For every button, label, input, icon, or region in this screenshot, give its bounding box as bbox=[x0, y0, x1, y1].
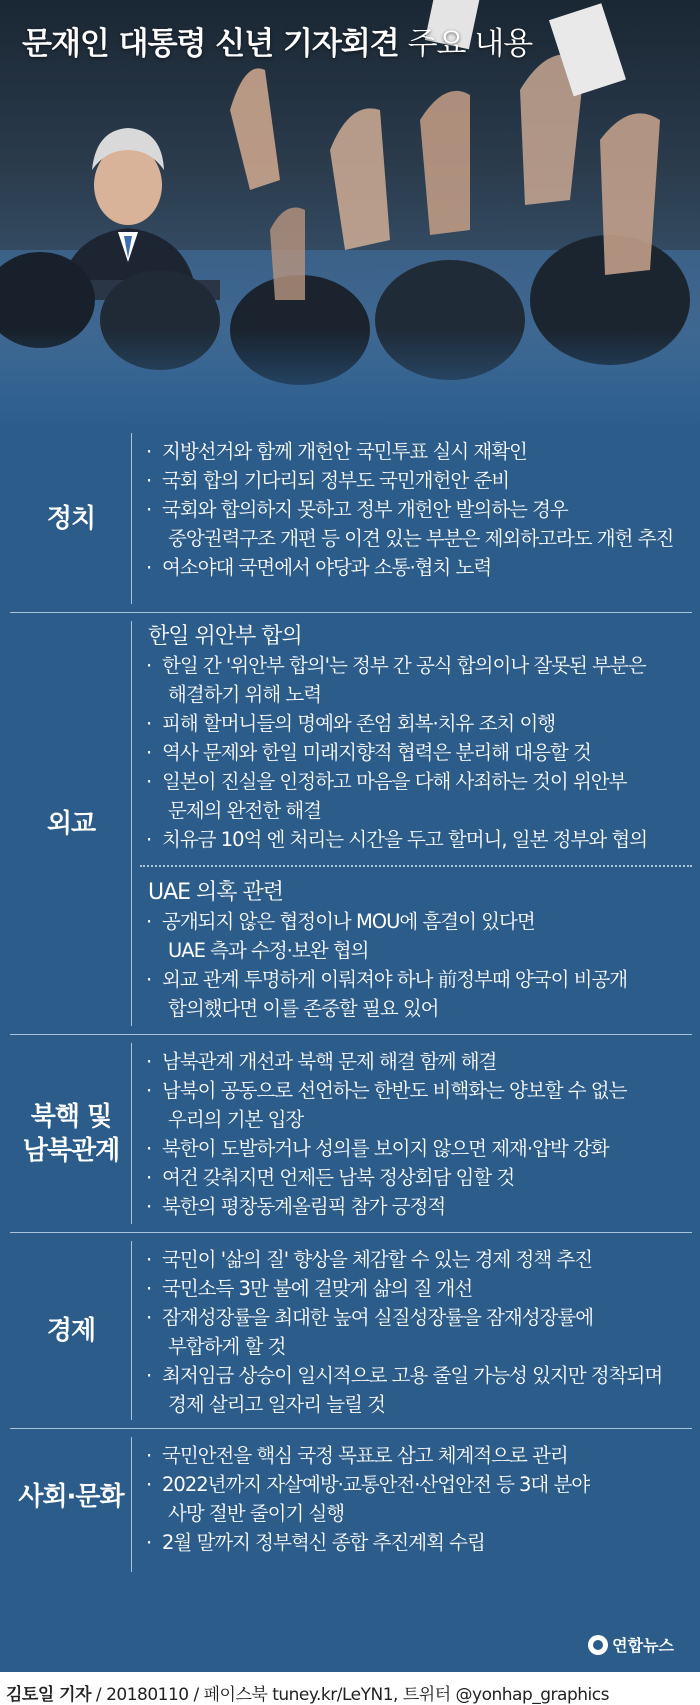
dotted-divider bbox=[140, 865, 692, 867]
title-light: 주요 내용 bbox=[407, 26, 533, 62]
bullet-list bbox=[146, 907, 692, 1023]
subsection-title: UAE 의혹 관련 bbox=[148, 880, 284, 905]
section-diplomacy bbox=[10, 613, 692, 1035]
column-divider bbox=[131, 1043, 132, 1224]
list-item: 해결하기 위해 노력 bbox=[168, 683, 322, 706]
list-item: 사망 절반 줄이기 실행 bbox=[168, 1502, 345, 1525]
list-item: · 북한의 평창동계올림픽 참가 긍정적 bbox=[146, 1192, 692, 1221]
category-label: 북핵 및 남북관계 bbox=[22, 1101, 120, 1166]
list-item: · 외교 관계 투명하게 이뤄져야 하나 前정부때 양국이 비공개 bbox=[146, 965, 692, 994]
title-bold: 문재인 대통령 신년 기자회견 bbox=[22, 26, 399, 62]
section-inter-korean bbox=[10, 1035, 692, 1233]
list-item: 중앙권력구조 개편 등 이견 있는 부분은 제외하고라도 개헌 추진 bbox=[168, 527, 674, 550]
list-item: · 지방선거와 함께 개헌안 국민투표 실시 재확인 bbox=[146, 437, 692, 466]
section-society-culture bbox=[10, 1429, 692, 1672]
list-item: · 국회와 합의하지 못하고 정부 개헌안 발의하는 경우 bbox=[146, 495, 692, 524]
list-item: · 국회 합의 기다리되 정부도 국민개헌안 준비 bbox=[146, 466, 692, 495]
press-conference-illustration bbox=[0, 0, 700, 425]
column-divider bbox=[131, 1241, 132, 1420]
section-economy bbox=[10, 1233, 692, 1429]
bullet-list bbox=[146, 1047, 692, 1221]
list-item: 부합하게 할 것 bbox=[168, 1335, 286, 1358]
list-item: · 북한이 도발하거나 성의를 보이지 않으면 제재·압박 강화 bbox=[146, 1134, 692, 1163]
logo-text: 연합뉴스 bbox=[612, 1636, 674, 1655]
list-item: · 국민소득 3만 불에 걸맞게 삶의 질 개선 bbox=[146, 1274, 692, 1303]
yonhap-logo bbox=[588, 1633, 674, 1656]
list-item: · 남북관계 개선과 북핵 문제 해결 함께 해결 bbox=[146, 1047, 692, 1076]
credit-details: / 20180110 / 페이스북 tuney.kr/LeYN1, 트위터 @yonhap_graphics bbox=[91, 1685, 609, 1705]
column-divider bbox=[131, 621, 132, 1026]
bullet-list bbox=[146, 1441, 692, 1557]
list-item: 경제 살리고 일자리 늘릴 것 bbox=[168, 1393, 386, 1416]
category-label: 외교 bbox=[46, 808, 96, 839]
list-item: · 남북이 공동으로 선언하는 한반도 비핵화는 양보할 수 없는 bbox=[146, 1076, 692, 1105]
category-label: 정치 bbox=[46, 503, 96, 534]
list-item: · 잠재성장률을 최대한 높여 실질성장률을 잠재성장률에 bbox=[146, 1303, 692, 1332]
subsection-title: 한일 위안부 합의 bbox=[148, 624, 302, 649]
section-content bbox=[140, 425, 692, 612]
list-item: · 치유금 10억 엔 처리는 시간을 두고 할머니, 일본 정부와 협의 bbox=[146, 825, 692, 854]
section-politics bbox=[10, 425, 692, 613]
content-panel bbox=[0, 425, 700, 1672]
list-item: · 피해 할머니들의 명예와 존엄 회복·치유 조치 이행 bbox=[146, 709, 692, 738]
page-title bbox=[22, 18, 532, 63]
list-item: · 최저임금 상승이 일시적으로 고용 줄일 가능성 있지만 정착되며 bbox=[146, 1361, 692, 1390]
list-item: · 2022년까지 자살예방·교통안전·산업안전 등 3대 분야 bbox=[146, 1470, 692, 1499]
list-item: · 2월 말까지 정부혁신 종합 추진계획 수립 bbox=[146, 1528, 692, 1557]
credit-footer bbox=[6, 1680, 609, 1705]
yonhap-logo-icon bbox=[588, 1635, 608, 1655]
list-item: UAE 측과 수정·보완 협의 bbox=[168, 939, 369, 962]
press-conference-photo bbox=[0, 0, 700, 425]
category-label: 경제 bbox=[46, 1315, 96, 1346]
category-label: 사회·문화 bbox=[18, 1481, 124, 1512]
section-content bbox=[140, 1233, 692, 1428]
list-item: · 국민이 '삶의 질' 향상을 체감할 수 있는 경제 정책 추진 bbox=[146, 1245, 692, 1274]
bullet-list bbox=[146, 651, 692, 854]
list-item: 우리의 기본 입장 bbox=[168, 1108, 304, 1131]
list-item: · 국민안전을 핵심 국정 목표로 삼고 체계적으로 관리 bbox=[146, 1441, 692, 1470]
list-item: · 역사 문제와 한일 미래지향적 협력은 분리해 대응할 것 bbox=[146, 738, 692, 767]
author: 김토일 기자 bbox=[6, 1685, 92, 1705]
list-item: · 한일 간 '위안부 합의'는 정부 간 공식 합의이나 잘못된 부분은 bbox=[146, 651, 692, 680]
list-item: 문제의 완전한 해결 bbox=[168, 799, 322, 822]
list-item: · 여건 갖춰지면 언제든 남북 정상회담 임할 것 bbox=[146, 1163, 692, 1192]
list-item: · 여소야대 국면에서 야당과 소통·협치 노력 bbox=[146, 553, 692, 582]
section-content bbox=[140, 1035, 692, 1232]
bullet-list bbox=[146, 437, 692, 582]
list-item: · 공개되지 않은 협정이나 MOU에 흠결이 있다면 bbox=[146, 907, 692, 936]
list-item: · 일본이 진실을 인정하고 마음을 다해 사죄하는 것이 위안부 bbox=[146, 767, 692, 796]
column-divider bbox=[131, 1437, 132, 1572]
bullet-list bbox=[146, 1245, 692, 1419]
list-item: 합의했다면 이를 존중할 필요 있어 bbox=[168, 997, 439, 1020]
column-divider bbox=[131, 433, 132, 604]
section-content bbox=[140, 613, 692, 1034]
